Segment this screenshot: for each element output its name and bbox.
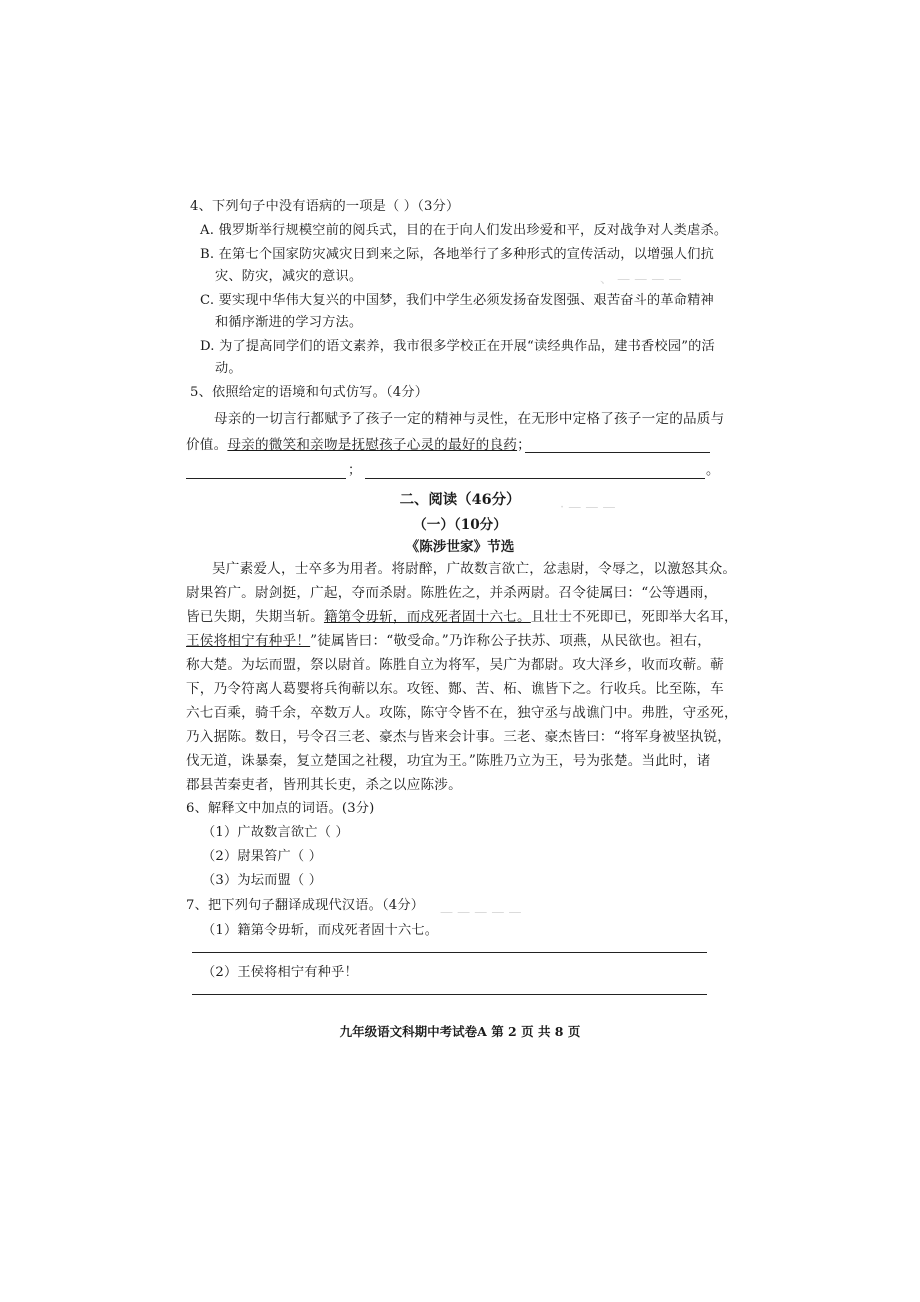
bleed-through-text: · — — — — [560, 500, 616, 515]
option-c: C. 要实现中华伟大复兴的中国梦，我们中学生必须发扬奋发图强、艰苦奋斗的革命精神 — [200, 293, 714, 308]
question-5-example: 价值。母亲的微笑和亲吻是抚慰孩子心灵的最好的良药； — [186, 437, 531, 453]
option-b: B. 在第七个国家防灾减灾日到来之际，各地举行了多种形式的宣传活动，以增强人们抗 — [200, 247, 715, 262]
question-4-stem: 4、下列句子中没有语病的一项是（ ）（3分） — [190, 199, 460, 214]
question-6-item-2: （2）尉果笞广（ ） — [202, 849, 323, 864]
passage-line: 乃入据陈。数日，号令召三老、豪杰与皆来会计事。三老、豪杰皆曰：“将军身被坚执锐， — [186, 729, 732, 745]
passage-line: 下，乃令符离人葛婴将兵徇蕲以东。攻铚、酂、苦、柘、谯皆下之。行收兵。比至陈，车 — [186, 681, 724, 697]
option-d-continued: 动。 — [215, 361, 242, 376]
passage-line: 六七百乘，骑千余，卒数万人。攻陈，陈守令皆不在，独守丞与战谯门中。弗胜，守丞死， — [186, 705, 738, 721]
option-b-continued: 灾、防灾，减灾的意识。 — [215, 269, 363, 284]
translation-answer-line-2[interactable] — [192, 994, 707, 995]
passage-line: 尉果笞广。尉剑挺，广起，夺而杀尉。陈胜佐之，并杀两尉。召令徒属曰：“公等遇雨， — [186, 585, 718, 601]
question-6-item-3: （3）为坛而盟（ ） — [202, 873, 323, 888]
passage-title: 《陈涉世家》节选 — [405, 539, 515, 555]
page-footer: 九年级语文科期中考试卷A 第 2 页 共 8 页 — [339, 1024, 581, 1039]
option-c-continued: 和循序渐进的学习方法。 — [215, 315, 363, 330]
answer-blank-2[interactable] — [186, 478, 346, 479]
translation-answer-line-1[interactable] — [192, 952, 707, 953]
answer-blank-3[interactable] — [365, 478, 705, 479]
question-7-item-1: （1）籍第令毋斩，而戍死者固十六七。 — [202, 923, 439, 938]
option-a: A. 俄罗斯举行规模空前的阅兵式，目的在于向人们发出珍爱和平，反对战争对人类虐杀。 — [200, 223, 728, 238]
section-title: 二、阅读（46分） — [399, 491, 521, 508]
passage-line: 皆已失期，失期当斩。籍第令毋斩，而戍死者固十六七。且壮士不死即已，死即举大名耳， — [186, 609, 738, 625]
bleed-through-text: — — — — — — [440, 905, 522, 920]
period: 。 — [706, 463, 720, 478]
option-d: D. 为了提高同学们的语文素养，我市很多学校正在开展“读经典作品，建书香校园”的活 — [200, 339, 715, 354]
underlined-sentence-1: 籍第令毋斩，而戍死者固十六七。 — [323, 609, 531, 625]
passage-line: 称大楚。为坛而盟，祭以尉首。陈胜自立为将军，吴广为都尉。攻大泽乡，收而攻蕲。蕲 — [186, 657, 724, 673]
passage-line: 伐无道，诛暴秦，复立楚国之社稷，功宜为王。”陈胜乃立为王，号为张楚。当此时，诸 — [186, 753, 711, 769]
passage-line: 吴广素爱人，士卒多为用者。将尉醉，广故数言欲亡，忿恚尉，令辱之，以激怒其众。 — [212, 561, 737, 577]
underlined-sentence-2: 王侯将相宁有种乎！ — [186, 633, 311, 649]
question-5-stem: 5、依照给定的语境和句式仿写。（4分） — [190, 385, 429, 400]
bleed-through-text: 、 — — — — — [600, 272, 682, 287]
question-6-stem: 6、解释文中加点的词语。(3分) — [186, 801, 375, 816]
answer-blank-1[interactable] — [525, 452, 710, 453]
semicolon: ； — [348, 463, 362, 478]
passage-line: 郡县苦秦吏者，皆刑其长吏，杀之以应陈涉。 — [186, 777, 462, 793]
question-7-item-2: （2）王侯将相宁有种乎！ — [202, 965, 358, 980]
question-5-context: 母亲的一切言行都赋予了孩子一定的精神与灵性，在无形中定格了孩子一定的品质与 — [214, 411, 725, 427]
section-subtitle: （一）（10分） — [413, 517, 507, 533]
example-sentence-underlined: 母亲的微笑和亲吻是抚慰孩子心灵的最好的良药 — [227, 437, 518, 453]
passage-line: 王侯将相宁有种乎！”徒属皆曰：“敬受命。”乃诈称公子扶苏、项燕，从民欲也。袒右， — [186, 633, 712, 649]
question-6-item-1: （1）广故数言欲亡（ ） — [202, 825, 349, 840]
question-7-stem: 7、把下列句子翻译成现代汉语。（4分） — [186, 898, 425, 913]
